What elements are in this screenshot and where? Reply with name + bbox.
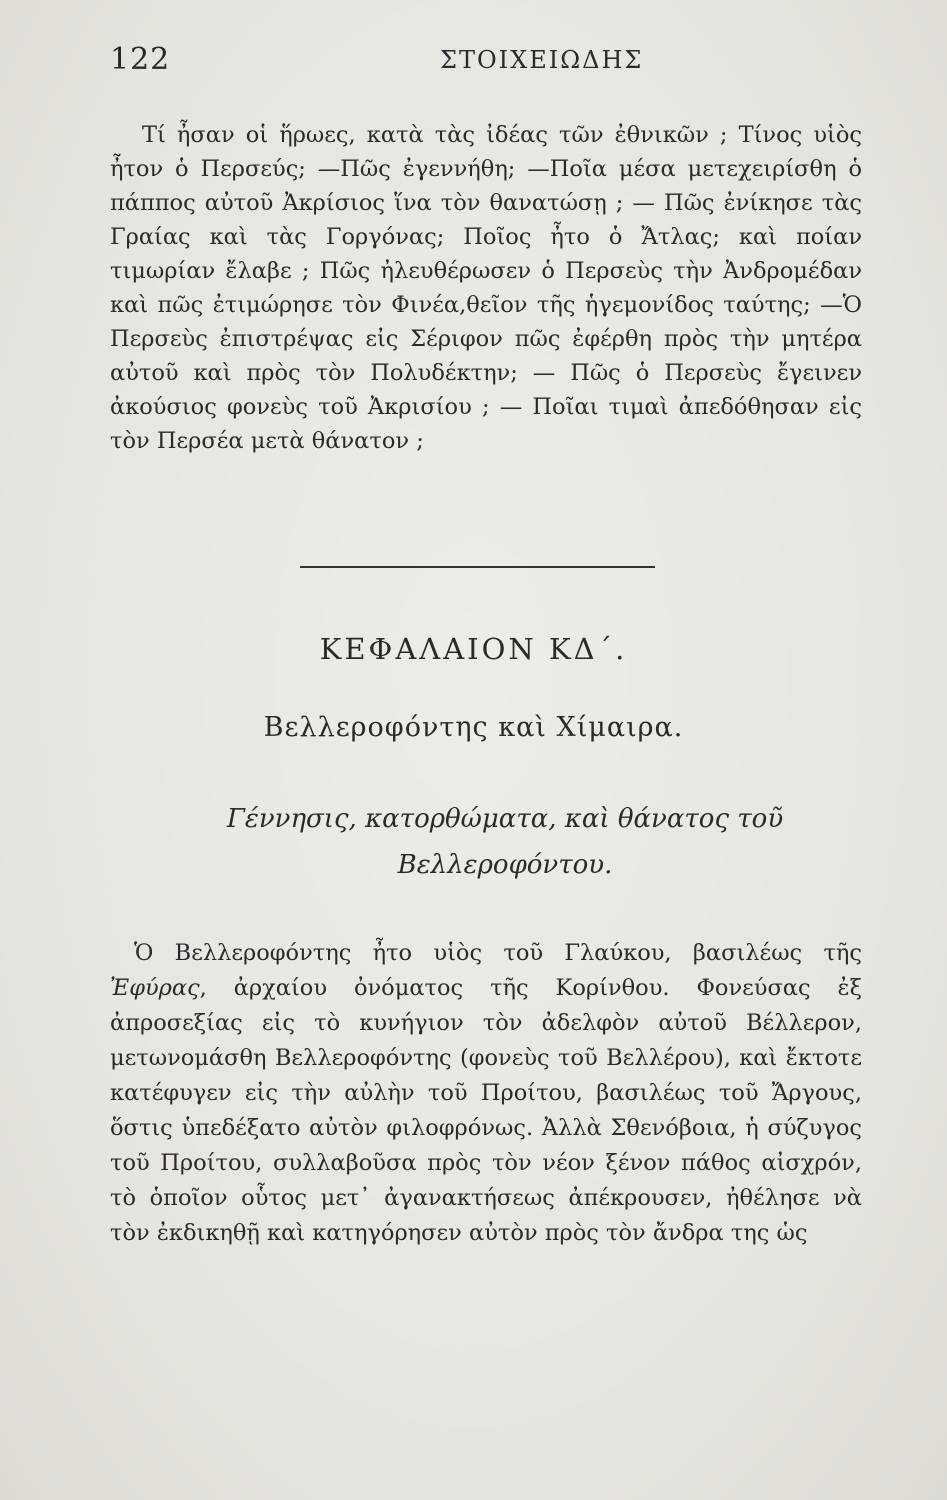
body-text-rest: , ἀρχαίου ὀνόματος τῆς Κορίνθου. Φονεύσας ἐξ ἀπροσεξίας εἰς τὸ κυνήγιον τὸν ἀδελφὸν αὐτοῦ Βέλλερον, μετωνομάσθη Βελλεροφόντης (φονεὺς τοῦ Βελλέρου), καὶ ἔκτοτε κατέφυγεν εἰς τὴν αὐλὴν τοῦ Προίτου, βασιλέως τοῦ Ἄργους, ὅστις ὑπεδέξατο αὐτὸν φιλοφρόνως. Ἀλλὰ Σθενόβοια, ἡ σύζυγος τοῦ Προίτου, συλλαβοῦσα πρὸς τὸν νέον ξένον πάθος αἰσχρόν, τὸ ὁποῖον οὗτος μετ᾽ ἀγανακτήσεως ἀπέκρουσεν, ἠθέλησε νὰ τὸν ἐκδικηθῇ καὶ κατηγόρησεν αὐτὸν πρὸς τὸν ἄνδρα της ὡς — [110, 975, 862, 1246]
body-text-start: Ὁ Βελλεροφόντης ἦτο υἱὸς τοῦ Γλαύκου, βασιλέως τῆς — [134, 940, 862, 966]
review-questions: Τί ἦσαν οἱ ἥρωες, κατὰ τὰς ἰδέας τῶν ἐθνικῶν ; Τίνος υἱὸς ἦτον ὁ Περσεύς; —Πῶς ἐγεννήθη; —Ποῖα μέσα μετεχειρίσθη ὁ πάππος αὐτοῦ Ἀκρίσιος ἵνα τὸν θανατώσῃ ; — Πῶς ἐνίκησε τὰς Γραίας καὶ τὰς Γοργόνας; Ποῖος ἦτο ὁ Ἄτλας; καὶ ποίαν τιμωρίαν ἔλαβε ; Πῶς ἠλευθέρωσεν ὁ Περσεὺς τὴν Ἀνδρομέδαν καὶ πῶς ἐτιμώρησε τὸν Φινέα,θεῖον τῆς ἡγεμονίδος ταύτης; —Ὁ Περσεὺς ἐπιστρέψας εἰς Σέριφον πῶς ἐφέρθη πρὸς τὴν μητέρα αὐτοῦ καὶ πρὸς τὸν Πολυδέκτην; — Πῶς ὁ Περσεὺς ἔγεινεν ἀκούσιος φονεὺς τοῦ Ἀκρισίου ; — Ποῖαι τιμαὶ ἀπεδόθησαν εἰς τὸν Περσέα μετὰ θάνατον ; — [110, 122, 862, 454]
page-number: 122 — [110, 42, 171, 77]
body-paragraph — [110, 936, 862, 1251]
section-divider — [300, 566, 655, 568]
chapter-title: ΚΕΦΑΛΑΙΟΝ ΚΔ΄. — [319, 632, 628, 666]
running-head — [110, 42, 870, 82]
running-title: ΣΤΟΙΧΕΙΩΔΗΣ — [440, 46, 644, 74]
chapter-subtitle: Βελλεροφόντης καὶ Χίμαιρα. — [263, 712, 684, 743]
body-emphasis: Ἐφύρας — [110, 975, 200, 1001]
chapter-summary: Γέννησις, κατορθώματα, καὶ θάνατος τοῦ Βελλεροφόντου. — [226, 804, 784, 880]
